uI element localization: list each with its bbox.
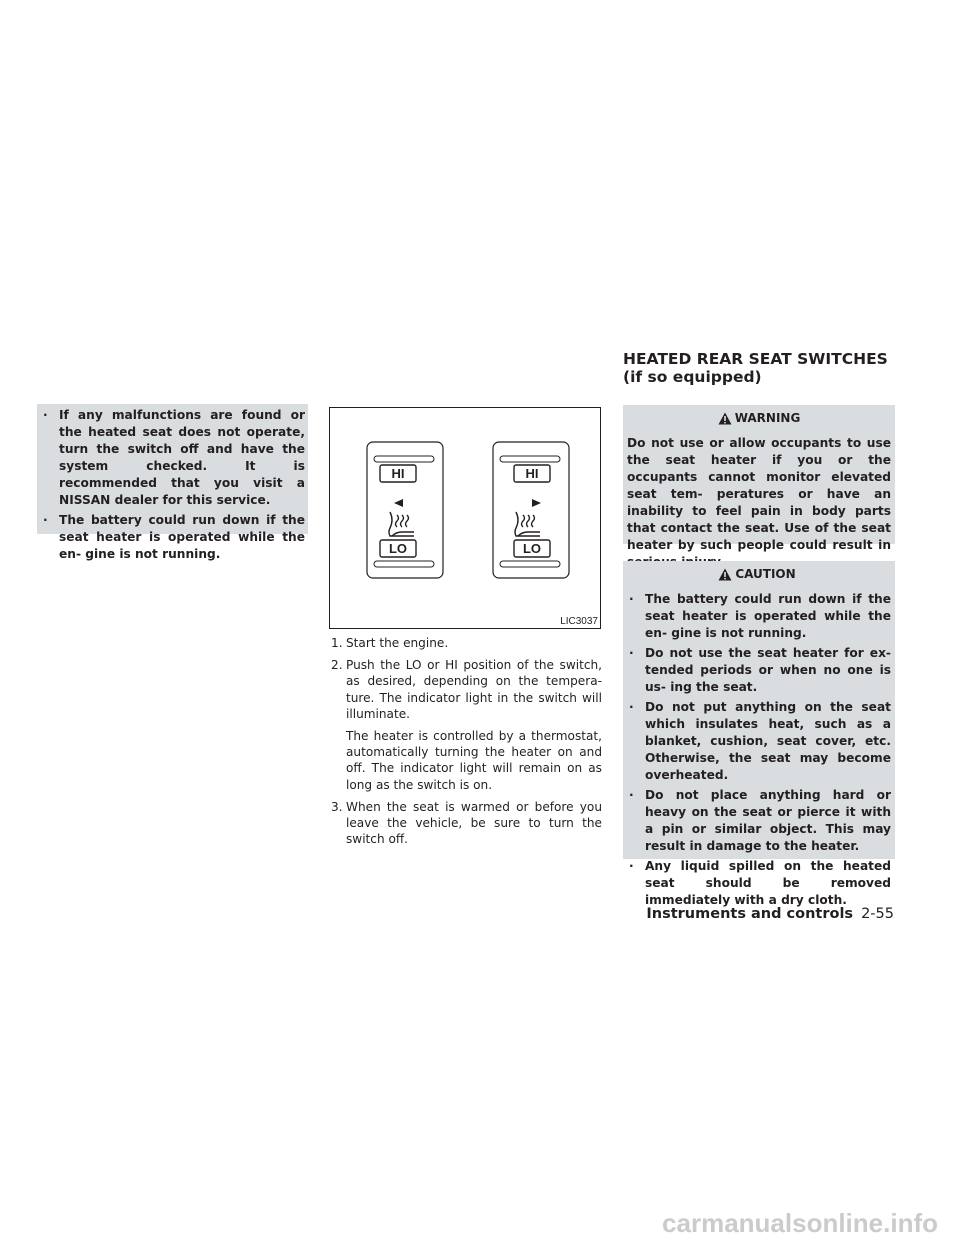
switch-figure <box>329 407 601 629</box>
step-item <box>331 635 602 651</box>
caution-item: · Do not use the seat heater for ex- tended periods or when no one is us- ing the seat. <box>623 645 891 696</box>
step-item <box>331 799 602 848</box>
left-note-list <box>37 407 305 563</box>
caution-item: · Do not place anything hard or heavy on the seat or pierce it with a pin or similar object. This may result in damage to the heater. <box>623 787 891 855</box>
switch-illustration <box>330 408 600 628</box>
step-number: 1. <box>331 636 343 650</box>
caution-item: · Do not put anything on the seat which insulates heat, such as a blanket, cushion, seat cover, etc. Otherwise, the seat may become overheated. <box>623 699 891 784</box>
caution-box <box>623 561 895 907</box>
step-text: Push the LO or HI position of the switch, as desired, depending on the tempera- ture. The indicator light in the switch will illuminate. <box>346 658 602 721</box>
left-arrow-icon <box>394 499 403 507</box>
warning-title: WARNING <box>734 411 801 425</box>
figure-code: LIC3037 <box>560 616 598 627</box>
right-lo-label: LO <box>522 541 542 556</box>
heated-seat-icon <box>389 512 414 536</box>
footer-page-number: 2-55 <box>861 906 894 922</box>
step-number: 3. <box>331 799 343 814</box>
watermark: carmanualsonline.info <box>662 1208 938 1238</box>
left-lo-label: LO <box>388 541 408 556</box>
left-note-box <box>37 404 308 561</box>
steps-block <box>331 635 602 853</box>
section-title: HEATED REAR SEAT SWITCHES (if so equipped) <box>623 350 888 386</box>
page-footer <box>646 906 894 922</box>
step-item <box>331 657 602 793</box>
right-arrow-icon <box>532 499 541 507</box>
left-hi-label: HI <box>391 466 405 481</box>
right-seat-switch <box>493 442 569 578</box>
left-seat-switch <box>367 442 443 578</box>
footer-section: Instruments and controls <box>646 906 854 922</box>
left-note-item: · If any malfunctions are found or the heated seat does not operate, turn the switch off and have the system checked. It is recommended that you visit a NISSAN dealer for this service. <box>37 407 305 509</box>
step-text: The heater is controlled by a thermostat, automatically turning the heater on and off. The indicator light will remain on as long as the switch is on. <box>346 729 602 792</box>
warning-box <box>623 405 895 552</box>
warning-heading <box>627 411 891 425</box>
step-text: Start the engine. <box>346 636 449 650</box>
steps-list <box>331 635 602 847</box>
caution-item: · Any liquid spilled on the heated seat should be removed immediately with a dry cloth. <box>623 858 891 909</box>
caution-item: · The battery could run down if the seat heater is operated while the en- gine is not running. <box>623 591 891 642</box>
caution-title: CAUTION <box>735 567 796 581</box>
warning-triangle-icon <box>718 412 732 425</box>
caution-triangle-icon <box>718 568 732 581</box>
caution-list <box>623 591 891 909</box>
left-note-item: · The battery could run down if the seat heater is operated while the en- gine is not running. <box>37 512 305 563</box>
heated-seat-icon <box>515 512 540 536</box>
warning-text: Do not use or allow occupants to use the seat heater if you or the occupants cannot monitor elevated seat tem- peratures or have an inability to feel pain in body parts that contact the seat. Use of the seat heater by such people could result in <box>627 436 891 552</box>
step-text: When the seat is warmed or before you leave the vehicle, be sure to turn the switch off. <box>346 799 602 847</box>
step-number: 2. <box>331 658 343 673</box>
caution-heading <box>623 567 891 581</box>
right-hi-label: HI <box>525 466 539 481</box>
